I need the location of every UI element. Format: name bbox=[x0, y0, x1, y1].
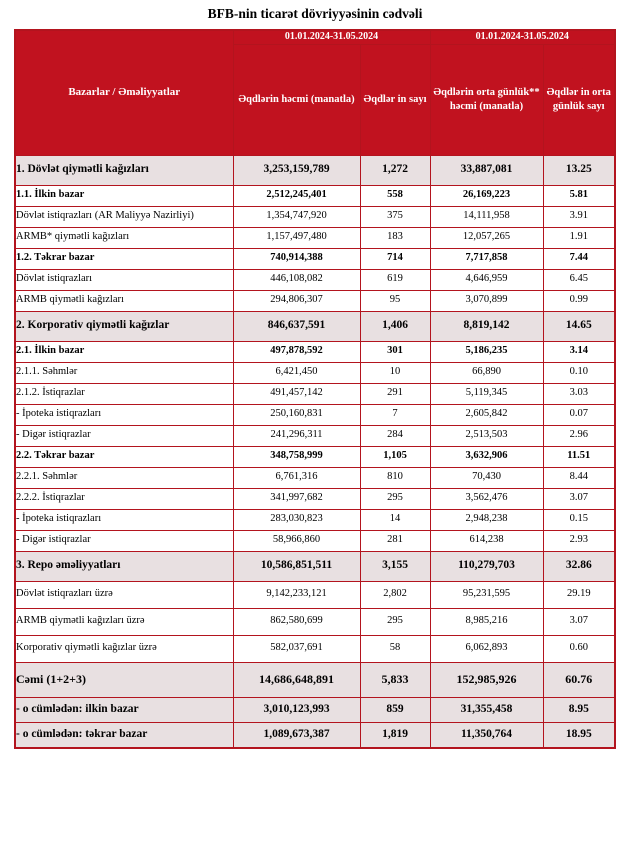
row-label: - Digər istiqrazlar bbox=[15, 425, 233, 446]
table-row bbox=[15, 608, 615, 635]
cell-count: 295 bbox=[360, 608, 430, 635]
cell-avg-volume: 11,350,764 bbox=[430, 722, 543, 748]
cell-avg-volume: 66,890 bbox=[430, 362, 543, 383]
cell-count: 281 bbox=[360, 530, 430, 551]
cell-volume: 58,966,860 bbox=[233, 530, 360, 551]
cell-avg-count: 32.86 bbox=[543, 551, 615, 581]
cell-count: 714 bbox=[360, 248, 430, 269]
row-label: 1.1. İlkin bazar bbox=[15, 185, 233, 206]
cell-avg-volume: 614,238 bbox=[430, 530, 543, 551]
row-label: Cəmi (1+2+3) bbox=[15, 662, 233, 697]
cell-avg-volume: 5,119,345 bbox=[430, 383, 543, 404]
cell-avg-volume: 12,057,265 bbox=[430, 227, 543, 248]
cell-avg-volume: 4,646,959 bbox=[430, 269, 543, 290]
table-row bbox=[15, 185, 615, 206]
row-label: ARMB qiymətli kağızları üzrə bbox=[15, 608, 233, 635]
cell-avg-count: 14.65 bbox=[543, 311, 615, 341]
table-row bbox=[15, 248, 615, 269]
cell-count: 58 bbox=[360, 635, 430, 662]
cell-count: 14 bbox=[360, 509, 430, 530]
cell-count: 1,406 bbox=[360, 311, 430, 341]
row-label: 2.1. İlkin bazar bbox=[15, 341, 233, 362]
cell-avg-volume: 70,430 bbox=[430, 467, 543, 488]
cell-volume: 491,457,142 bbox=[233, 383, 360, 404]
row-label: - o cümlədən: ilkin bazar bbox=[15, 697, 233, 722]
cell-avg-count: 8.44 bbox=[543, 467, 615, 488]
cell-avg-count: 0.07 bbox=[543, 404, 615, 425]
table-row bbox=[15, 383, 615, 404]
cell-avg-count: 0.60 bbox=[543, 635, 615, 662]
cell-volume: 3,253,159,789 bbox=[233, 155, 360, 185]
cell-count: 301 bbox=[360, 341, 430, 362]
cell-avg-volume: 3,562,476 bbox=[430, 488, 543, 509]
header-col-count: Əqdlər in sayı bbox=[360, 44, 430, 155]
row-label: Dövlət istiqrazları (AR Maliyyə Nazirliyi) bbox=[15, 206, 233, 227]
cell-avg-volume: 31,355,458 bbox=[430, 697, 543, 722]
cell-avg-volume: 152,985,926 bbox=[430, 662, 543, 697]
cell-avg-volume: 2,948,238 bbox=[430, 509, 543, 530]
cell-count: 5,833 bbox=[360, 662, 430, 697]
cell-volume: 341,997,682 bbox=[233, 488, 360, 509]
cell-avg-count: 3.07 bbox=[543, 488, 615, 509]
cell-avg-count: 18.95 bbox=[543, 722, 615, 748]
cell-count: 375 bbox=[360, 206, 430, 227]
row-label: 2.2. Təkrar bazar bbox=[15, 446, 233, 467]
cell-volume: 250,160,831 bbox=[233, 404, 360, 425]
cell-count: 284 bbox=[360, 425, 430, 446]
row-label: - İpoteka istiqrazları bbox=[15, 509, 233, 530]
cell-count: 291 bbox=[360, 383, 430, 404]
cell-avg-volume: 8,819,142 bbox=[430, 311, 543, 341]
cell-avg-count: 5.81 bbox=[543, 185, 615, 206]
cell-avg-count: 2.93 bbox=[543, 530, 615, 551]
cell-avg-count: 0.15 bbox=[543, 509, 615, 530]
cell-avg-volume: 14,111,958 bbox=[430, 206, 543, 227]
cell-avg-count: 1.91 bbox=[543, 227, 615, 248]
cell-avg-count: 3.14 bbox=[543, 341, 615, 362]
cell-avg-volume: 110,279,703 bbox=[430, 551, 543, 581]
cell-volume: 740,914,388 bbox=[233, 248, 360, 269]
row-label: - Digər istiqrazlar bbox=[15, 530, 233, 551]
header-row-label: Bazarlar / Əməliyyatlar bbox=[15, 30, 233, 155]
cell-count: 3,155 bbox=[360, 551, 430, 581]
table-row bbox=[15, 662, 615, 697]
table-row bbox=[15, 467, 615, 488]
row-label: 1. Dövlət qiymətli kağızları bbox=[15, 155, 233, 185]
table-row bbox=[15, 404, 615, 425]
cell-volume: 2,512,245,401 bbox=[233, 185, 360, 206]
cell-volume: 241,296,311 bbox=[233, 425, 360, 446]
cell-avg-count: 3.91 bbox=[543, 206, 615, 227]
cell-avg-volume: 2,605,842 bbox=[430, 404, 543, 425]
page-title: BFB-nin ticarət dövriyyəsinin cədvəli bbox=[207, 6, 423, 21]
cell-count: 1,819 bbox=[360, 722, 430, 748]
cell-volume: 14,686,648,891 bbox=[233, 662, 360, 697]
table-row bbox=[15, 425, 615, 446]
table-row bbox=[15, 206, 615, 227]
cell-avg-count: 6.45 bbox=[543, 269, 615, 290]
table-row bbox=[15, 722, 615, 748]
cell-avg-volume: 7,717,858 bbox=[430, 248, 543, 269]
table-row bbox=[15, 341, 615, 362]
table-row bbox=[15, 155, 615, 185]
table-row bbox=[15, 635, 615, 662]
cell-avg-count: 29.19 bbox=[543, 581, 615, 608]
row-label: 2. Korporativ qiymətli kağızlar bbox=[15, 311, 233, 341]
table-row bbox=[15, 227, 615, 248]
cell-avg-count: 3.03 bbox=[543, 383, 615, 404]
header-col-volume: Əqdlərin həcmi (manatla) bbox=[233, 44, 360, 155]
row-label: 2.1.1. Səhmlər bbox=[15, 362, 233, 383]
cell-count: 859 bbox=[360, 697, 430, 722]
cell-count: 95 bbox=[360, 290, 430, 311]
cell-volume: 9,142,233,121 bbox=[233, 581, 360, 608]
cell-avg-volume: 3,070,899 bbox=[430, 290, 543, 311]
table-header bbox=[15, 30, 615, 155]
cell-count: 7 bbox=[360, 404, 430, 425]
cell-avg-volume: 8,985,216 bbox=[430, 608, 543, 635]
cell-avg-volume: 95,231,595 bbox=[430, 581, 543, 608]
table-row bbox=[15, 311, 615, 341]
cell-avg-volume: 26,169,223 bbox=[430, 185, 543, 206]
cell-count: 2,802 bbox=[360, 581, 430, 608]
table-row bbox=[15, 446, 615, 467]
row-label: ARMB* qiymətli kağızları bbox=[15, 227, 233, 248]
header-period-left: 01.01.2024-31.05.2024 bbox=[233, 30, 430, 44]
table-row bbox=[15, 362, 615, 383]
cell-avg-volume: 5,186,235 bbox=[430, 341, 543, 362]
cell-volume: 3,010,123,993 bbox=[233, 697, 360, 722]
cell-volume: 1,157,497,480 bbox=[233, 227, 360, 248]
cell-avg-count: 60.76 bbox=[543, 662, 615, 697]
cell-volume: 6,421,450 bbox=[233, 362, 360, 383]
cell-count: 810 bbox=[360, 467, 430, 488]
table-row bbox=[15, 290, 615, 311]
table-row bbox=[15, 697, 615, 722]
cell-count: 183 bbox=[360, 227, 430, 248]
table-row bbox=[15, 488, 615, 509]
cell-count: 10 bbox=[360, 362, 430, 383]
table-body bbox=[15, 155, 615, 748]
table-row bbox=[15, 581, 615, 608]
cell-count: 1,105 bbox=[360, 446, 430, 467]
cell-count: 558 bbox=[360, 185, 430, 206]
cell-avg-count: 0.99 bbox=[543, 290, 615, 311]
cell-volume: 283,030,823 bbox=[233, 509, 360, 530]
header-col-avg-daily-volume: Əqdlərin orta günlük** həcmi (manatla) bbox=[430, 44, 543, 155]
cell-avg-count: 2.96 bbox=[543, 425, 615, 446]
row-label: 2.1.2. İstiqrazlar bbox=[15, 383, 233, 404]
cell-volume: 348,758,999 bbox=[233, 446, 360, 467]
cell-avg-count: 11.51 bbox=[543, 446, 615, 467]
cell-count: 1,272 bbox=[360, 155, 430, 185]
cell-avg-volume: 2,513,503 bbox=[430, 425, 543, 446]
cell-avg-count: 8.95 bbox=[543, 697, 615, 722]
table-row bbox=[15, 551, 615, 581]
cell-volume: 846,637,591 bbox=[233, 311, 360, 341]
table-row bbox=[15, 269, 615, 290]
cell-volume: 1,354,747,920 bbox=[233, 206, 360, 227]
row-label: Korporativ qiymətli kağızlar üzrə bbox=[15, 635, 233, 662]
row-label: Dövlət istiqrazları bbox=[15, 269, 233, 290]
table-row bbox=[15, 530, 615, 551]
cell-avg-count: 3.07 bbox=[543, 608, 615, 635]
cell-volume: 1,089,673,387 bbox=[233, 722, 360, 748]
row-label: 2.2.2. İstiqrazlar bbox=[15, 488, 233, 509]
row-label: Dövlət istiqrazları üzrə bbox=[15, 581, 233, 608]
row-label: - o cümlədən: təkrar bazar bbox=[15, 722, 233, 748]
cell-avg-count: 0.10 bbox=[543, 362, 615, 383]
table-row bbox=[15, 509, 615, 530]
row-label: 3. Repo əməliyyatları bbox=[15, 551, 233, 581]
header-period-right: 01.01.2024-31.05.2024 bbox=[430, 30, 615, 44]
cell-avg-volume: 3,632,906 bbox=[430, 446, 543, 467]
row-label: - İpoteka istiqrazları bbox=[15, 404, 233, 425]
cell-volume: 446,108,082 bbox=[233, 269, 360, 290]
row-label: 1.2. Təkrar bazar bbox=[15, 248, 233, 269]
cell-volume: 6,761,316 bbox=[233, 467, 360, 488]
cell-volume: 497,878,592 bbox=[233, 341, 360, 362]
cell-avg-count: 7.44 bbox=[543, 248, 615, 269]
cell-avg-volume: 33,887,081 bbox=[430, 155, 543, 185]
header-col-avg-daily-count: Əqdlər in orta günlük sayı bbox=[543, 44, 615, 155]
cell-volume: 294,806,307 bbox=[233, 290, 360, 311]
row-label: 2.2.1. Səhmlər bbox=[15, 467, 233, 488]
cell-volume: 10,586,851,511 bbox=[233, 551, 360, 581]
row-label: ARMB qiymətli kağızları bbox=[15, 290, 233, 311]
cell-count: 295 bbox=[360, 488, 430, 509]
cell-volume: 862,580,699 bbox=[233, 608, 360, 635]
trade-turnover-table bbox=[14, 29, 616, 749]
cell-avg-volume: 6,062,893 bbox=[430, 635, 543, 662]
cell-volume: 582,037,691 bbox=[233, 635, 360, 662]
cell-count: 619 bbox=[360, 269, 430, 290]
cell-avg-count: 13.25 bbox=[543, 155, 615, 185]
